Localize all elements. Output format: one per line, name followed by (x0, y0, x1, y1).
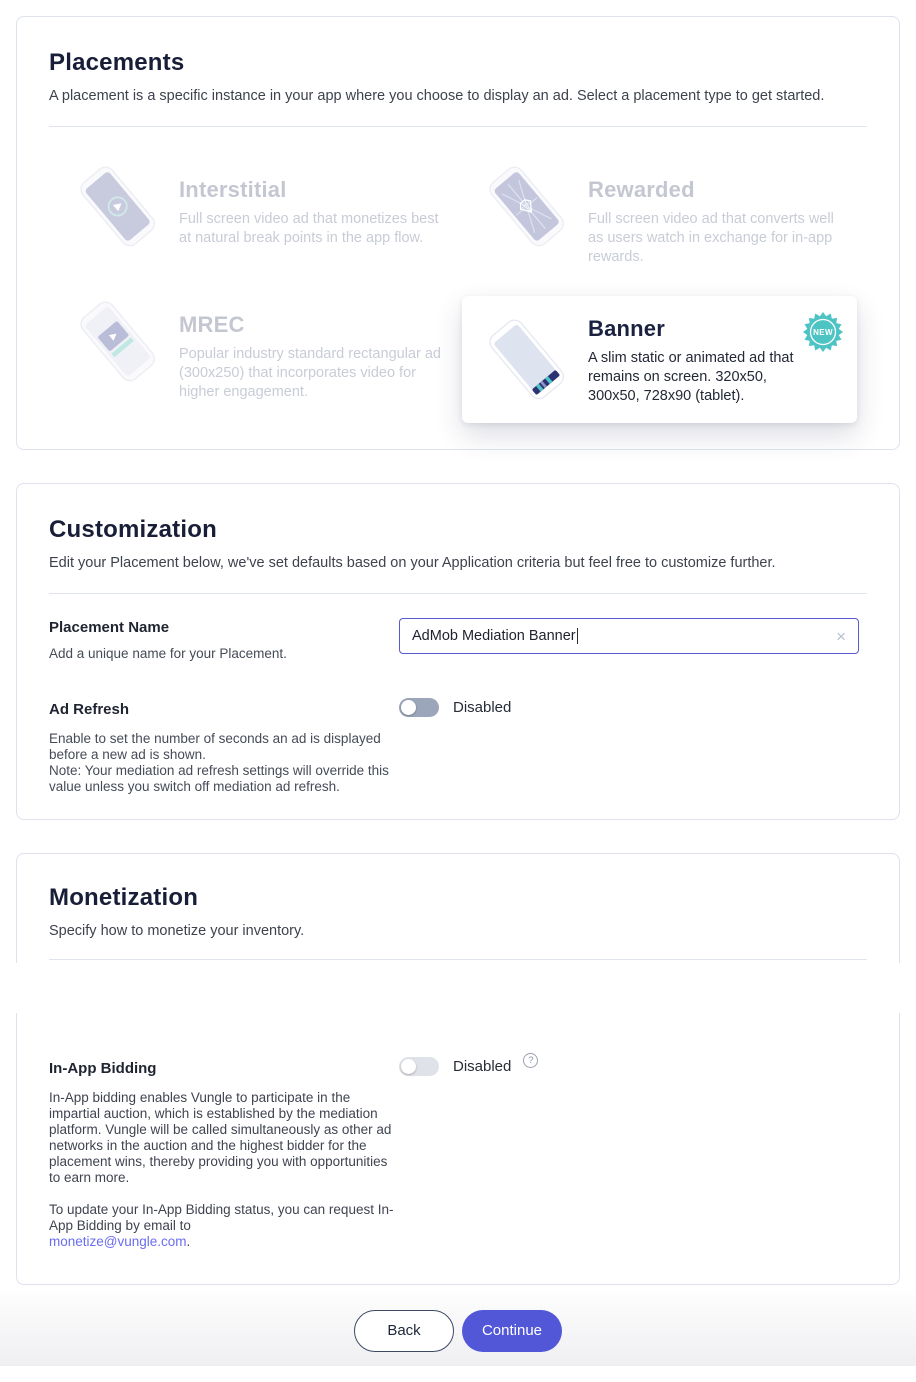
back-button[interactable]: Back (354, 1310, 454, 1352)
placement-name-helper: Add a unique name for your Placement. (49, 646, 287, 661)
banner-phone-icon (476, 312, 576, 408)
ad-refresh-description-1: Enable to set the number of seconds an ad is displayed before a new ad is shown. (49, 731, 381, 762)
placement-type-grid (49, 151, 867, 421)
in-app-bidding-label: In-App Bidding (49, 1060, 157, 1077)
interstitial-phone-icon (67, 159, 167, 255)
text-caret (577, 628, 579, 644)
monetization-title: Monetization (49, 884, 199, 911)
in-app-bidding-status: Disabled (453, 1058, 512, 1075)
customization-subtitle: Edit your Placement below, we've set defaults based on your Application criteria but feel free to customize further. (49, 555, 776, 571)
placement-type-rewarded[interactable] (458, 151, 867, 286)
clear-input-icon[interactable]: × (836, 626, 846, 646)
ad-refresh-label: Ad Refresh (49, 701, 130, 718)
mrec-phone-icon (67, 294, 167, 390)
placements-card (16, 16, 900, 450)
placement-type-label: MREC (179, 312, 245, 337)
placement-type-description: Full screen video ad that monetizes best at natural break points in the app flow. (179, 211, 439, 246)
in-app-bidding-row (49, 1055, 867, 1250)
placement-type-banner[interactable] (462, 296, 857, 423)
placement-type-label: Interstitial (179, 177, 287, 202)
ad-refresh-toggle[interactable] (399, 698, 439, 717)
customization-card (16, 483, 900, 820)
new-badge-icon (803, 312, 843, 352)
placement-type-description: Full screen video ad that converts well as users watch in exchange for in-app rewards. (588, 211, 834, 265)
divider (49, 593, 867, 594)
placement-type-description: Popular industry standard rectangular ad (300x250) that incorporates video for higher engagement. (179, 346, 441, 400)
monetization-subtitle: Specify how to monetize your inventory. (49, 923, 305, 939)
placement-name-row (49, 618, 867, 662)
placement-type-label: Rewarded (588, 177, 695, 202)
placement-name-label: Placement Name (49, 619, 170, 636)
ad-refresh-status: Disabled (453, 699, 512, 716)
placements-title: Placements (49, 49, 185, 76)
monetize-email-link[interactable]: monetize@vungle.com (49, 1234, 187, 1249)
placement-name-input[interactable] (399, 618, 859, 654)
placement-type-mrec[interactable] (49, 286, 458, 421)
new-badge-label: NEW (813, 327, 833, 337)
customization-title: Customization (49, 516, 217, 543)
ad-refresh-description-2: Note: Your mediation ad refresh settings will override this value unless you switch off mediation ad refresh. (49, 763, 389, 794)
in-app-bidding-card (16, 1013, 900, 1285)
rewarded-phone-icon (476, 159, 576, 255)
placement-setup-page (0, 16, 916, 1366)
in-app-bidding-paragraph-2: To update your In-App Bidding status, you can request In-App Bidding by email to (49, 1202, 394, 1233)
footer-action-bar (0, 1285, 916, 1366)
link-suffix: . (186, 1234, 191, 1249)
placements-subtitle: A placement is a specific instance in your app where you choose to display an ad. Select a placement type to get started. (49, 88, 825, 104)
divider (49, 126, 867, 127)
in-app-bidding-toggle[interactable] (399, 1057, 439, 1076)
continue-button[interactable]: Continue (462, 1310, 562, 1352)
placement-name-value: AdMob Mediation Banner (412, 628, 576, 644)
help-icon[interactable]: ? (523, 1053, 538, 1068)
placement-type-label: Banner (588, 316, 665, 341)
monetization-card (16, 853, 900, 963)
placement-type-interstitial[interactable] (49, 151, 458, 286)
placement-type-description: A slim static or animated ad that remains on screen. 320x50, 300x50, 728x90 (tablet). (588, 350, 794, 404)
ad-refresh-row (49, 700, 867, 795)
card-gap (0, 963, 916, 1013)
divider (49, 959, 867, 960)
in-app-bidding-paragraph-1: In-App bidding enables Vungle to participate in the impartial auction, which is established by the mediation platform. Vungle will be called simultaneously as other ad networks in the auction and the highest bidder for the placement wins, thereby providing you with opportunities to earn more. (49, 1090, 392, 1185)
